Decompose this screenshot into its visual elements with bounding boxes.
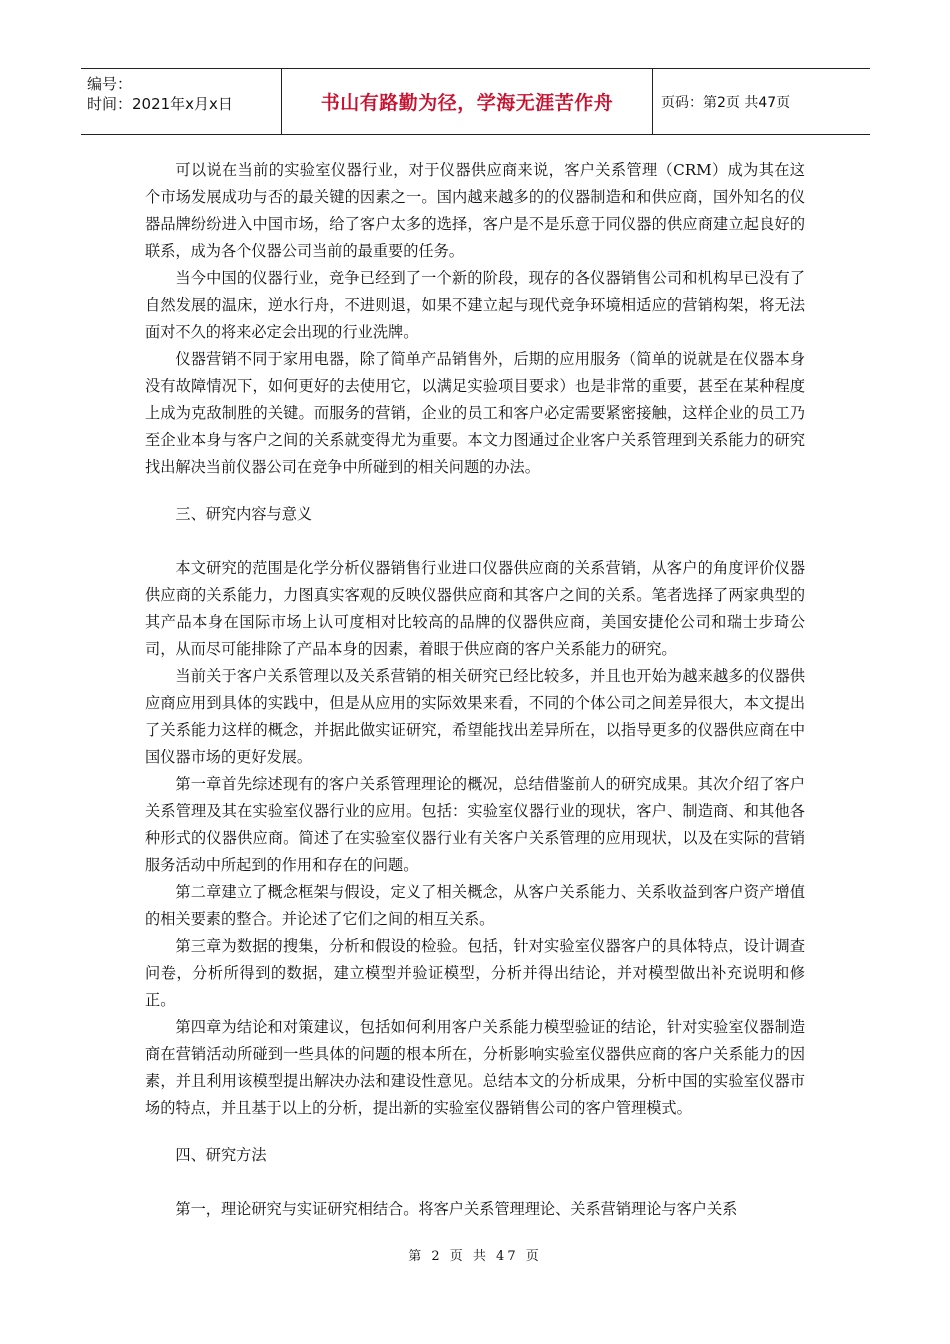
- section-heading: 四、研究方法: [175, 1146, 267, 1164]
- paragraph: 本文研究的范围是化学分析仪器销售行业进口仪器供应商的关系营销，从客户的角度评价仪器供应商的关系能力，力图真实客观的反映仪器供应商和其客户之间的关系。笔者选择了两家典型的其产品本身在国际市场上认可度相对比较高的品牌的仪器供应商，美国安捷伦公司和瑞士步琦公司，从而尽可能排除了产品本身的因素，着眼于供应商的客户关系能力的研究。: [145, 559, 805, 658]
- section-heading: 三、研究内容与意义: [175, 505, 313, 523]
- time-label: 时间：2021年x月x日: [87, 95, 233, 113]
- paragraph: 当今中国的仪器行业，竞争已经到了一个新的阶段，现存的各仪器销售公司和机构早已没有了自然发展的温床，逆水行舟，不进则退，如果不建立起与现代竞争环境相适应的营销构架，将无法面对不久的将来必定会出现的行业洗牌。: [145, 269, 805, 341]
- page-footer: 第 2 页 共 47 页: [408, 1249, 542, 1264]
- paragraph: 第一，理论研究与实证研究相结合。将客户关系管理理论、关系营销理论与客户关系: [175, 1200, 738, 1218]
- number-label: 编号：: [87, 75, 133, 93]
- paragraph: 第二章建立了概念框架与假设，定义了相关概念，从客户关系能力、关系收益到客户资产增值的相关要素的整合。并论述了它们之间的相互关系。: [145, 883, 805, 928]
- paragraph: 当前关于客户关系管理以及关系营销的相关研究已经比较多，并且也开始为越来越多的仪器供应商应用到具体的实践中，但是从应用的实际效果来看，不同的个体公司之间差异很大，本文提出了关系能力这样的概念，并据此做实证研究，希望能找出差异所在，以指导更多的仪器供应商在中国仪器市场的更好发展。: [145, 667, 805, 766]
- page-header: [81, 68, 870, 135]
- header-meta: [81, 69, 282, 134]
- header-motto: 书山有路勤为径，学海无涯苦作舟: [282, 69, 653, 134]
- document-body: [145, 157, 805, 1223]
- paragraph: 仪器营销不同于家用电器，除了简单产品销售外，后期的应用服务（简单的说就是在仪器本身没有故障情况下，如何更好的去使用它，以满足实验项目要求）也是非常的重要，甚至在某种程度上成为克敌制胜的关键。而服务的营销，企业的员工和客户必定需要紧密接触，这样企业的员工乃至企业本身与客户之间的关系就变得尤为重要。本文力图通过企业客户关系管理到关系能力的研究找出解决当前仪器公司在竞争中所碰到的相关问题的办法。: [145, 350, 805, 476]
- paragraph: 第一章首先综述现有的客户关系管理理论的概况，总结借鉴前人的研究成果。其次介绍了客户关系管理及其在实验室仪器行业的应用。包括：实验室仪器行业的现状，客户、制造商、和其他各种形式的仪器供应商。简述了在实验室仪器行业有关客户关系管理的应用现状，以及在实际的营销服务活动中所起到的作用和存在的问题。: [145, 775, 805, 874]
- header-page-info: 页码：第2页 共47页: [661, 94, 791, 111]
- paragraph: 可以说在当前的实验室仪器行业，对于仪器供应商来说，客户关系管理（CRM）成为其在这个市场发展成功与否的最关键的因素之一。国内越来越多的的仪器制造和和供应商，国外知名的仪器品牌纷纷进入中国市场，给了客户太多的选择，客户是不是乐意于同仪器的供应商建立起良好的联系，成为各个仪器公司当前的最重要的任务。: [145, 161, 805, 260]
- paragraph: 第四章为结论和对策建议，包括如何利用客户关系能力模型验证的结论，针对实验室仪器制造商在营销活动所碰到一些具体的问题的根本所在，分析影响实验室仪器供应商的客户关系能力的因素，并且利用该模型提出解决办法和建设性意见。总结本文的分析成果，分析中国的实验室仪器市场的特点，并且基于以上的分析，提出新的实验室仪器销售公司的客户管理模式。: [145, 1018, 805, 1117]
- paragraph: 第三章为数据的搜集，分析和假设的检验。包括，针对实验室仪器客户的具体特点，设计调查问卷，分析所得到的数据，建立模型并验证模型，分析并得出结论，并对模型做出补充说明和修正。: [145, 937, 805, 1009]
